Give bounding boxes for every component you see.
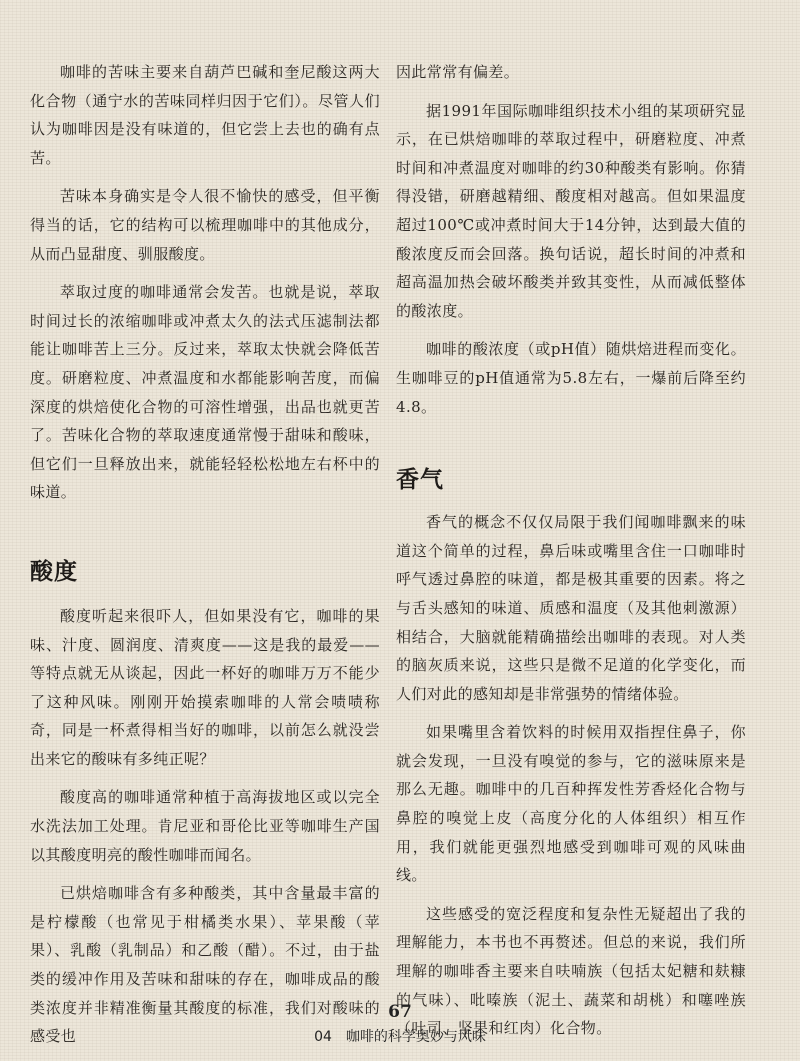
paragraph-acid-types-continued: 因此常常有偏差。: [396, 63, 520, 81]
paragraph-nose-pinch: 如果嘴里含着饮料的时候用双指捏住鼻子，你就会发现，一旦没有嗅觉的参与，它的滋味原来是那么无趣。咖啡中的几百种挥发性芳香烃化合物与鼻腔的嗅觉上皮（高度分化的人体组织）相互作用，我们就能更强烈地感受到咖啡可观的风味曲线。: [396, 723, 746, 885]
paragraph-ph-values: 咖啡的酸浓度（或pH值）随烘焙进程而变化。生咖啡豆的pH值通常为5.8左右，一爆前后降至约4.8。: [396, 340, 746, 416]
chapter-footer: 04 咖啡的科学奥妙与风味: [314, 1029, 486, 1045]
paragraph-acid-types: 已烘焙咖啡含有多种酸类，其中含量最丰富的是柠檬酸（也常见于柑橘类水果）、苹果酸（苹果）、乳酸（乳制品）和乙酸（醋）。不过，由于盐类的缓冲作用及苦味和甜味的存在，咖啡成品的酸类浓度并非精准衡量其酸度的标准，我们对酸味的感受也: [30, 884, 380, 1046]
page-number: 67: [388, 1002, 412, 1022]
paragraph-bitterness-sources: 咖啡的苦味主要来自葫芦巴碱和奎尼酸这两大化合物（通宁水的苦味同样归因于它们）。尽管人们认为咖啡因是没有味道的，但它尝上去也的确有点苦。: [30, 63, 380, 167]
left-column: [30, 58, 380, 1061]
right-column: [396, 58, 746, 1053]
heading-aroma: 香气: [396, 467, 444, 494]
paragraph-aroma-concept: 香气的概念不仅仅局限于我们闻咖啡飘来的味道这个简单的过程，鼻后味或嘴里含住一口咖啡时呼气透过鼻腔的味道，都是极其重要的因素。将之与舌头感知的味道、质感和温度（及其他刺激源）相结合，大脑就能精确描绘出咖啡的表现。对人类的脑灰质来说，这些只是微不足道的化学变化，而人们对此的感知却是非常强势的情绪体验。: [396, 513, 746, 703]
paragraph-acidity-intro: 酸度听起来很吓人，但如果没有它，咖啡的果味、汁度、圆润度、清爽度——这是我的最爱——等特点就无从谈起，因此一杯好的咖啡万万不能少了这种风味。刚刚开始摸索咖啡的人常会啧啧称奇，同是一杯煮得相当好的咖啡，以前怎么就没尝出来它的酸味有多纯正呢？: [30, 606, 380, 768]
heading-acidity: 酸度: [30, 558, 78, 585]
paragraph-bitterness-balance: 苦味本身确实是令人很不愉快的感受，但平衡得当的话，它的结构可以梳理咖啡中的其他成分，从而凸显甜度、驯服酸度。: [30, 187, 380, 263]
paragraph-ico-study: 据1991年国际咖啡组织技术小组的某项研究显示，在已烘焙咖啡的萃取过程中，研磨粒度、冲煮时间和冲煮温度对咖啡的约30种酸类有影响。你猜得没错，研磨越精细、酸度相对越高。但如果温度超过100℃或冲煮时间大于14分钟，达到最大值的酸浓度反而会回落。换句话说，超长时间的冲煮和超高温加热会破坏酸类并致其变性，从而减低整体的酸浓度。: [396, 101, 746, 320]
paragraph-aroma-compounds: 这些感受的宽泛程度和复杂性无疑超出了我的理解能力，本书也不再赘述。但总的来说，我们所理解的咖啡香主要来自呋喃族（包括太妃糖和麸糠的气味）、吡嗪族（泥土、蔬菜和胡桃）和噻唑族（吐司、坚果和红肉）化合物。: [396, 904, 746, 1038]
paragraph-over-extraction: 萃取过度的咖啡通常会发苦。也就是说，萃取时间过长的浓缩咖啡或冲煮太久的法式压滤制法都能让咖啡苦上三分。反过来，萃取太快就会降低苦度。研磨粒度、冲煮温度和水都能影响苦度，而偏深度的烘焙使化合物的可溶性增强，出品也就更苦了。苦味化合物的萃取速度通常慢于甜味和酸味，但它们一旦释放出来，就能轻轻松松地左右杯中的味道。: [30, 283, 380, 502]
paragraph-high-acidity-origins: 酸度高的咖啡通常种植于高海拔地区或以完全水洗法加工处理。肯尼亚和哥伦比亚等咖啡生产国以其酸度明亮的酸性咖啡而闻名。: [30, 788, 380, 864]
